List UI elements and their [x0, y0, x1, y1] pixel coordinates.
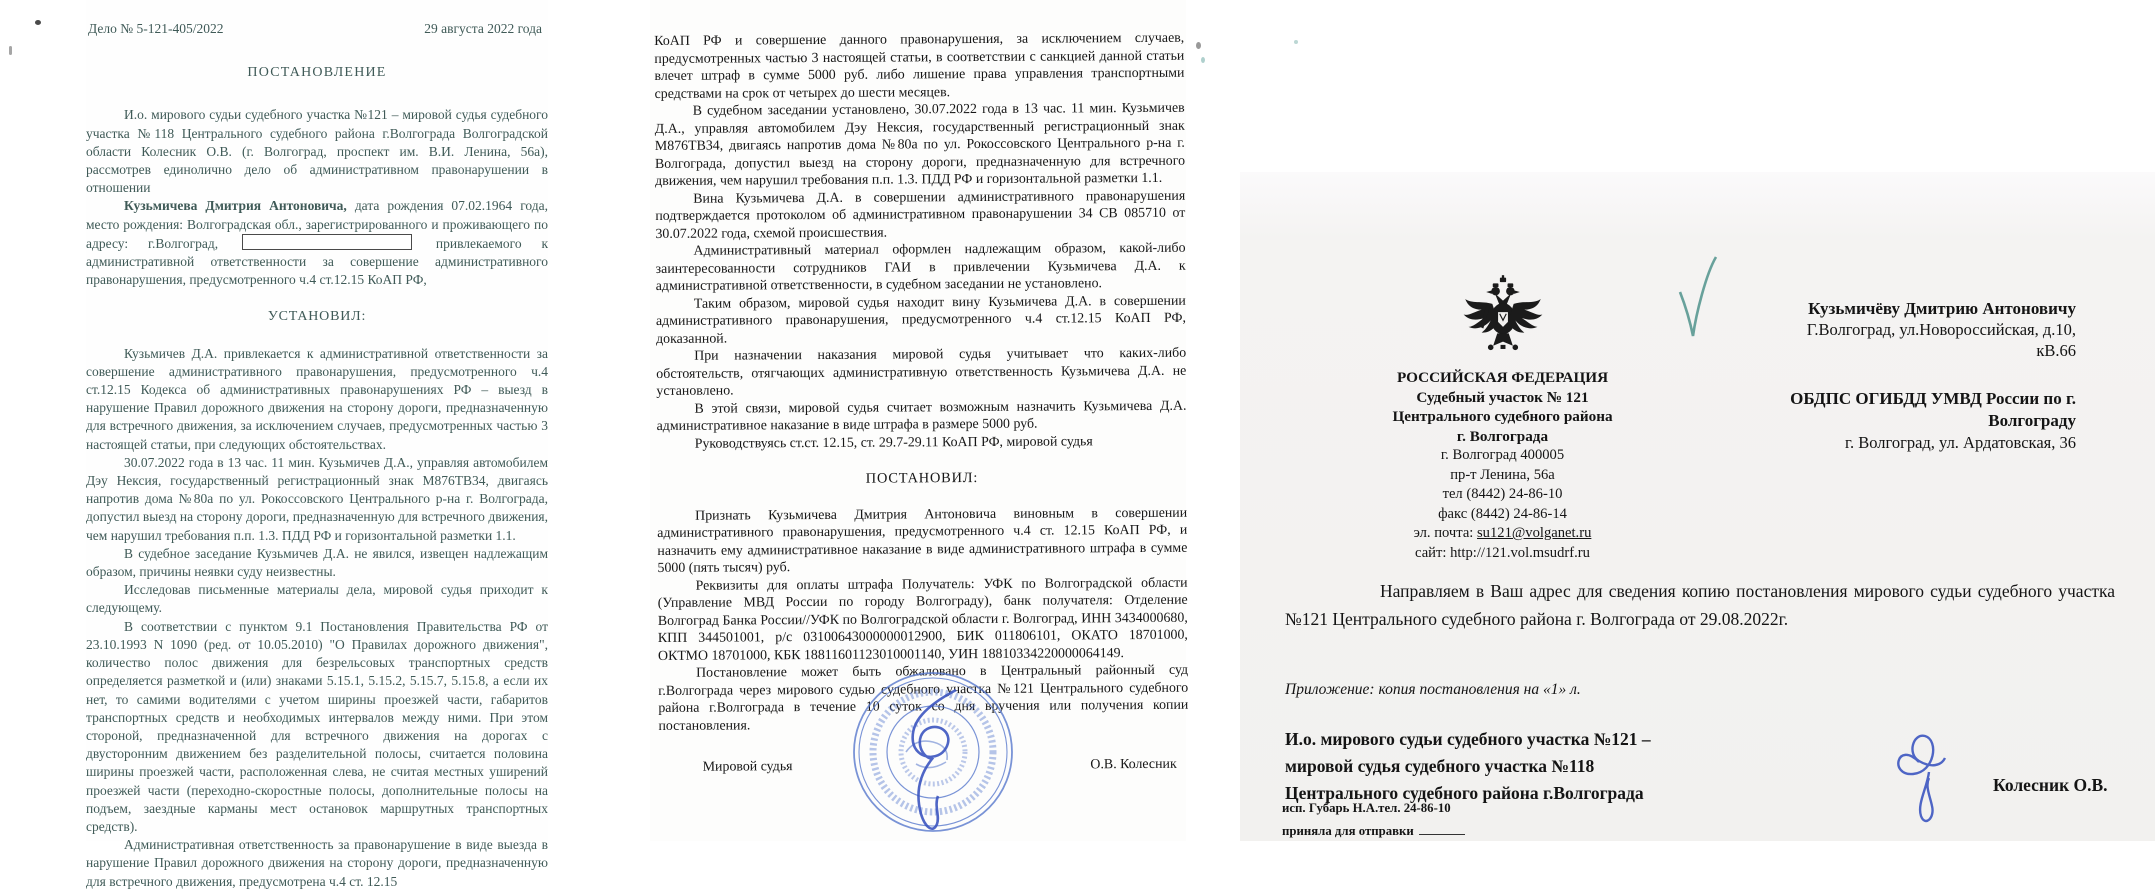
signer-title-line3: Центрального судебного района г.Волгограда: [1285, 783, 1644, 803]
appeal-paragraph: Постановление может быть обжаловано в Центральный районный суд г.Волгограда через мирового судью судебного участка №121 Центрального судебного района г.Волгограда в течение 10 суток со дня вручения или получения копии постановления.: [658, 662, 1189, 734]
attachment-note: Приложение: копия постановления на «1» л.: [1285, 681, 1581, 698]
accepted-for-dispatch-line: [1282, 823, 1465, 839]
email-label: эл. почта:: [1413, 525, 1477, 541]
signer-signature-icon: [1885, 720, 1985, 832]
org-address: г. Волгоград, ул. Ардатовская, 36: [1845, 433, 2076, 452]
email-address: su121@volganet.ru: [1477, 525, 1592, 541]
continuation-paragraph: КоАП РФ и совершение данного правонарушения, за исключением случаев, предусмотренных частью 3 настоящей статьи, в соответствии с санкцией данной статьи влечет штраф в сумме 5000 руб. либо лишение права управления транспортными средствами на срок от четырех до шести месяцев.: [654, 30, 1185, 102]
signer-title-line1: И.о. мирового судьи судебного участка №121 –: [1285, 729, 1651, 749]
signer-name: Колесник О.В.: [1993, 775, 2108, 795]
ruling-page-1: [86, 0, 549, 889]
site-label: сайт:: [1415, 544, 1451, 561]
letterhead-site-line: [1295, 544, 1710, 564]
payment-details-paragraph: Реквизиты для оплаты штрафа Получатель: УФК по Волгоградской области (Управление МВД России по городу Волгограду), банк получателя: Отделение Волгоград Банка России//УФК по Волгоградской области г. Волгоград, ИНН 3434000680, КПП 344501001, р/с 03100643000000012900, БИК 011806101, ОКАТО 18701000, ОКТМО 18701000, КБК 18811601123010001140, УИН 18810334220000064149.: [657, 575, 1188, 664]
letter-body-paragraph: Направляем в Ваш адрес для сведения копию постановления мирового судьи судебного участка №121 Центрального судебного района г. Волгограда от 29.08.2022г.: [1285, 581, 2115, 629]
scan-speck: [1201, 57, 1205, 63]
ustanovil-heading: УСТАНОВИЛ:: [267, 309, 367, 325]
russia-coat-of-arms-icon: [1462, 276, 1544, 358]
incident-paragraph: 30.07.2022 года в 13 час. 11 мин. Кузьмичев Д.А., управляя автомобилем Дэу Нексия, государственный регистрационный знак М876ТВ34, двигаясь напротив дома №80а по ул. Рокоссовского Центрального р-на г. Волгограда, допустил выезд на сторону дороги, предназначенную для встречного движения, чем нарушил требования п.п. 1.3. ПДД РФ и горизонтальной разметки 1.1.: [86, 454, 548, 543]
case-number: Дело № 5-121-405/2022: [88, 21, 224, 36]
org-name-line2: Волгограду: [1988, 411, 2076, 430]
scan-speck: [1294, 40, 1298, 44]
liability-paragraph: Административная ответственность за правонарушение в виде выезда в нарушение Правил дорожного движения на сторону дороги, предназначенную для встречного движения, предусмотрена ч.4 ст. 12.15: [86, 837, 548, 889]
materials-paragraph: Исследовав письменные материалы дела, мировой судья приходит к следующему.: [86, 582, 548, 616]
org-name-line1: ОБДПС ОГИБДД УМВД России по г.: [1790, 389, 2076, 408]
page1-header: [86, 20, 548, 38]
defendant-name: Кузьмичева Дмитрия Антоновича,: [124, 198, 347, 214]
cover-letter-page: [1240, 172, 2155, 841]
defendant-details: дата рождения 07.02.1964 года, место рождения: Волгоградская обл., зарегистрированного и проживающего по адресу: г.Волгоград,: [86, 198, 548, 251]
letterhead-phone: тел (8442) 24-86-10: [1442, 486, 1563, 502]
addressee-street: Г.Волгоград, ул.Новороссийская, д.10,: [1806, 320, 2076, 339]
signer-title-block: [1285, 726, 1935, 807]
court-letterhead: [1295, 276, 1710, 563]
guided-by-paragraph: Руководствуясь ст.ст. 12.15, ст. 29.7-29.11 КоАП РФ, мировой судья: [694, 433, 1093, 452]
letterhead-email-line: [1295, 524, 1710, 544]
letterhead-country: РОССИЙСКАЯ ФЕДЕРАЦИЯ: [1396, 369, 1609, 386]
finding-paragraph: Кузьмичев Д.А. привлекается к административной ответственности за совершение административного правонарушения, предусмотренного ч.4 ст.12.15 Кодекса об административных правонарушениях РФ – выезд в нарушение Правил дорожного движения на сторону дороги, предназначенную для встречного движения, за исключением случаев, предусмотренных частью 3 настоящей статьи, при следующих обстоятельствах.: [86, 345, 548, 452]
guilt-paragraph: Вина Кузьмичева Д.А. в совершении административного правонарушения подтверждается протоколом об административном правонарушении 34 СВ 085710 от 30.07.2022 года, схемой происшествия.: [655, 188, 1186, 242]
penalty-paragraph: В этой связи, мировой судья считает возможным назначить Кузьмичева Д.А. административное наказание в виде штрафа в размере 5000 руб.: [656, 398, 1187, 434]
ruling-date: 29 августа 2022 года: [424, 21, 542, 36]
addressee-name: Кузьмичёву Дмитрию Антоновичу: [1808, 299, 2076, 318]
court-stamp-icon: [828, 664, 1043, 841]
ruling-intro-paragraph: И.о. мирового судьи судебного участка №121 – мировой судья судебного участка №118 Центрального судебного района г.Волгограда Волгоградской области Колесник О.В. (г. Волгоград, проспект им. В.И. Ленина, 56а), рассмотрев единолично дело об административном правонарушении в отношении: [86, 107, 548, 196]
defendant-charge: привлекаемого к административной ответственности за совершение административного правонарушения, предусмотренного ч.4 ст.12.15 КоАП РФ,: [86, 235, 549, 288]
judge-label: Мировой судья: [702, 759, 793, 775]
blank-underline: [1419, 823, 1465, 835]
verdict-paragraph: Признать Кузьмичева Дмитрия Антоновича виновным в совершении административного правонарушения, предусмотренного ч.4 ст. 12.15 КоАП РФ, и назначить ему административное наказание в виде административного штрафа в сумме 5000 (пять тысяч) руб.: [657, 505, 1188, 576]
judge-name: О.В. Колесник: [1090, 756, 1177, 773]
aggravation-paragraph: При назначении наказания мировой судья учитывает что каких-либо обстоятельств, отягчающих административную ответственность Кузьмичева Д.А. не установлено.: [656, 345, 1187, 399]
letterhead-street: пр-т Ленина, 56а: [1450, 466, 1555, 483]
scan-speck: [35, 20, 41, 25]
letterhead-court-line1: Судебный участок № 121: [1416, 388, 1589, 406]
letterhead-postal-address: г. Волгоград 400005: [1440, 447, 1565, 463]
conclusion-paragraph: Таким образом, мировой судья находит вину Кузьмичева Д.А. в совершении административного правонарушения, предусмотренного ч.4 ст.12.15 КоАП РФ, доказанной.: [655, 293, 1186, 347]
scan-speck: [1196, 42, 1201, 49]
addressee-block: [1670, 298, 2076, 453]
addressee-apartment: кВ.66: [2036, 341, 2076, 360]
ruling-page-2: [650, 0, 1189, 841]
scan-speck: [9, 46, 12, 55]
letterhead-court-line3: г. Волгограда: [1456, 427, 1549, 445]
accepted-label: приняла для отправки: [1282, 824, 1414, 838]
ruling-title: ПОСТАНОВЛЕНИЕ: [247, 65, 387, 81]
material-paragraph: Административный материал оформлен надлежащим образом, какой-либо заинтересованности сотрудников ГАИ в привлечении Кузьмичева Д.А. к административной ответственности, в судебном заседании не установлено.: [655, 240, 1186, 294]
redacted-address-box: [242, 234, 412, 250]
defendant-paragraph: [86, 197, 548, 289]
signer-title-line2: мировой судья судебного участка №118: [1285, 756, 1595, 776]
letterhead-fax: факс (8442) 24-86-14: [1438, 505, 1567, 522]
site-url: http://121.vol.msudrf.ru: [1450, 544, 1590, 561]
executor-note: исп. Губарь Н.А.тел. 24-86-10: [1282, 801, 1451, 815]
rules-paragraph: В соответствии с пунктом 9.1 Постановления Правительства РФ от 23.10.1993 N 1090 (ред. от 10.05.2010) "О Правилах дорожного движения", количество полос движения для безрельсовых транспортных средств определяется разметкой и (или) знаками 5.15.1, 5.15.2, 5.15.7, 5.15.8, а если их нет, то самими водителями с учетом ширины проезжей части, габаритов транспортных средств и необходимых интервалов между ними. При этом стороной, предназначенной для встречного движения на дорогах с двусторонним движением без разделительной полосы, считается половина ширины проезжей части, расположенная слева, не считая местных уширений проезжей части (переходно-скоростные полосы, дополнительные полосы на подъем, заездные карманы мест остановок маршрутных транспортных средств).: [86, 618, 548, 834]
addressee-organization: [1670, 388, 2076, 453]
hearing-paragraph: В судебном заседании установлено, 30.07.2022 года в 13 час. 11 мин. Кузьмичев Д.А., управляя автомобилем Дэу Нексия, государственный регистрационный знак М876ТВ34, двигаясь напротив дома №80а по ул. Рокоссовского Центрального р-на г. Волгограда, допустил выезд на сторону дороги, предназначенную для встречного движения, чем нарушил требования п.п. 1.3. ПДД РФ и горизонтальной разметки 1.1.: [654, 100, 1186, 189]
letterhead-court-line2: Центрального судебного района: [1392, 408, 1613, 425]
postanovil-heading: ПОСТАНОВИЛ:: [865, 470, 979, 487]
absence-paragraph: В судебное заседание Кузьмичев Д.А. не явился, извещен надлежащим образом, причины неявки суду неизвестны.: [86, 545, 548, 580]
